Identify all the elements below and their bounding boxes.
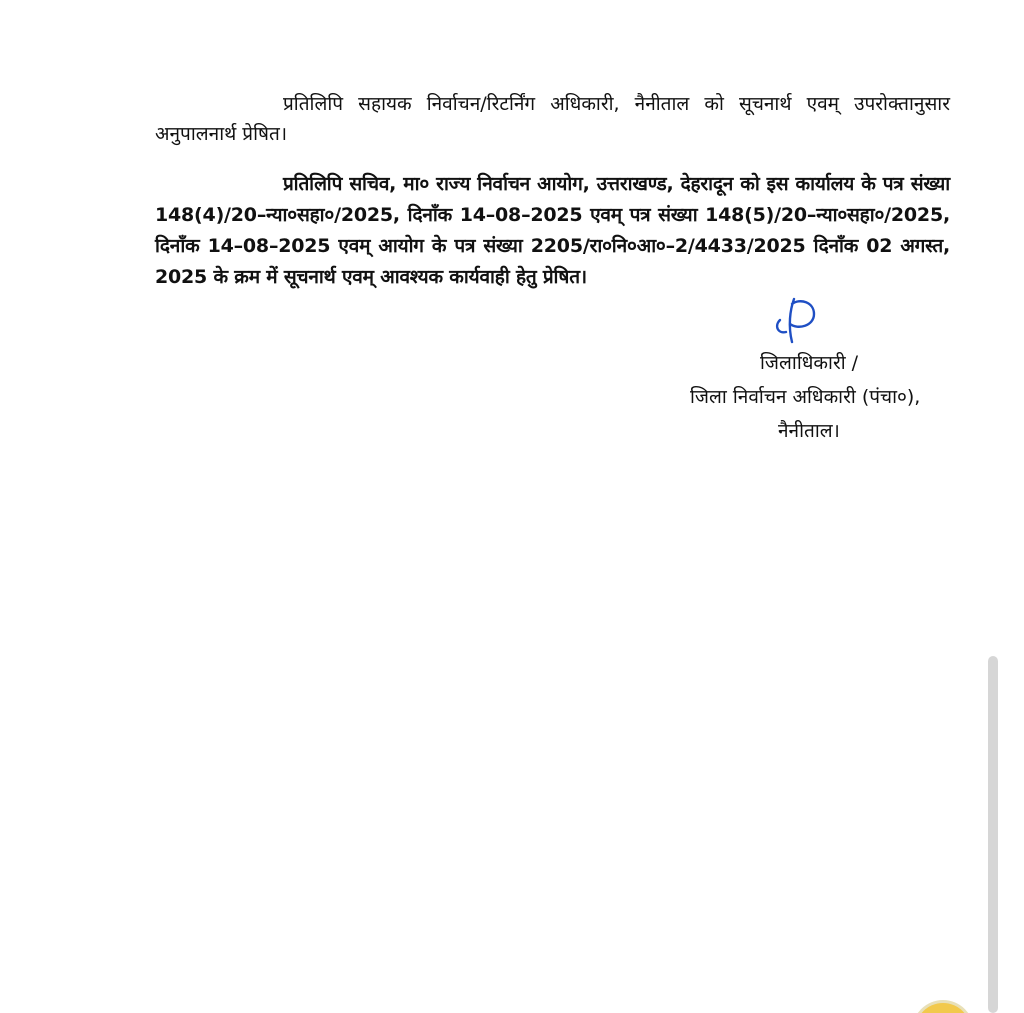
paragraph-1-text: प्रतिलिपि सहायक निर्वाचन/रिटर्निंग अधिकारी, नैनीताल को सूचनार्थ एवम् उपरोक्तानुसार अनुपालनार्थ प्रेषित।: [155, 93, 950, 145]
paragraph-2-text: प्रतिलिपि सचिव, मा० राज्य निर्वाचन आयोग, उत्तराखण्ड, देहरादून को इस कार्यालय के पत्र संख्या 148(4)/20–न्या०सहा०/2025, दिनाँक 14–08–2025 एवम् पत्र संख्या 148(5)/20–न्या०सहा०/2025, दिनाँक 14–08–2025 एवम् आयोग के पत्र संख्या 2205/रा०नि०आ०–2/4433/2025 दिनाँक 02 अगस्त, 2025 के क्रम में सूचनार्थ एवम् आवश्यक कार्यवाही हेतु प्रेषित।: [155, 173, 950, 288]
vertical-scrollbar[interactable]: [988, 656, 998, 1013]
copy-to-commission-secretary-paragraph: [155, 169, 950, 293]
signatory-title: जिला निर्वाचन अधिकारी (पंचा०),: [690, 386, 921, 408]
signature-block: [660, 346, 960, 448]
floating-action-button[interactable]: [915, 1003, 971, 1013]
handwritten-signature: [768, 296, 824, 348]
signatory-location: नैनीताल।: [778, 420, 840, 442]
signatory-designation: जिलाधिकारी /: [760, 352, 859, 374]
copy-to-returning-officer-paragraph: [155, 89, 950, 149]
